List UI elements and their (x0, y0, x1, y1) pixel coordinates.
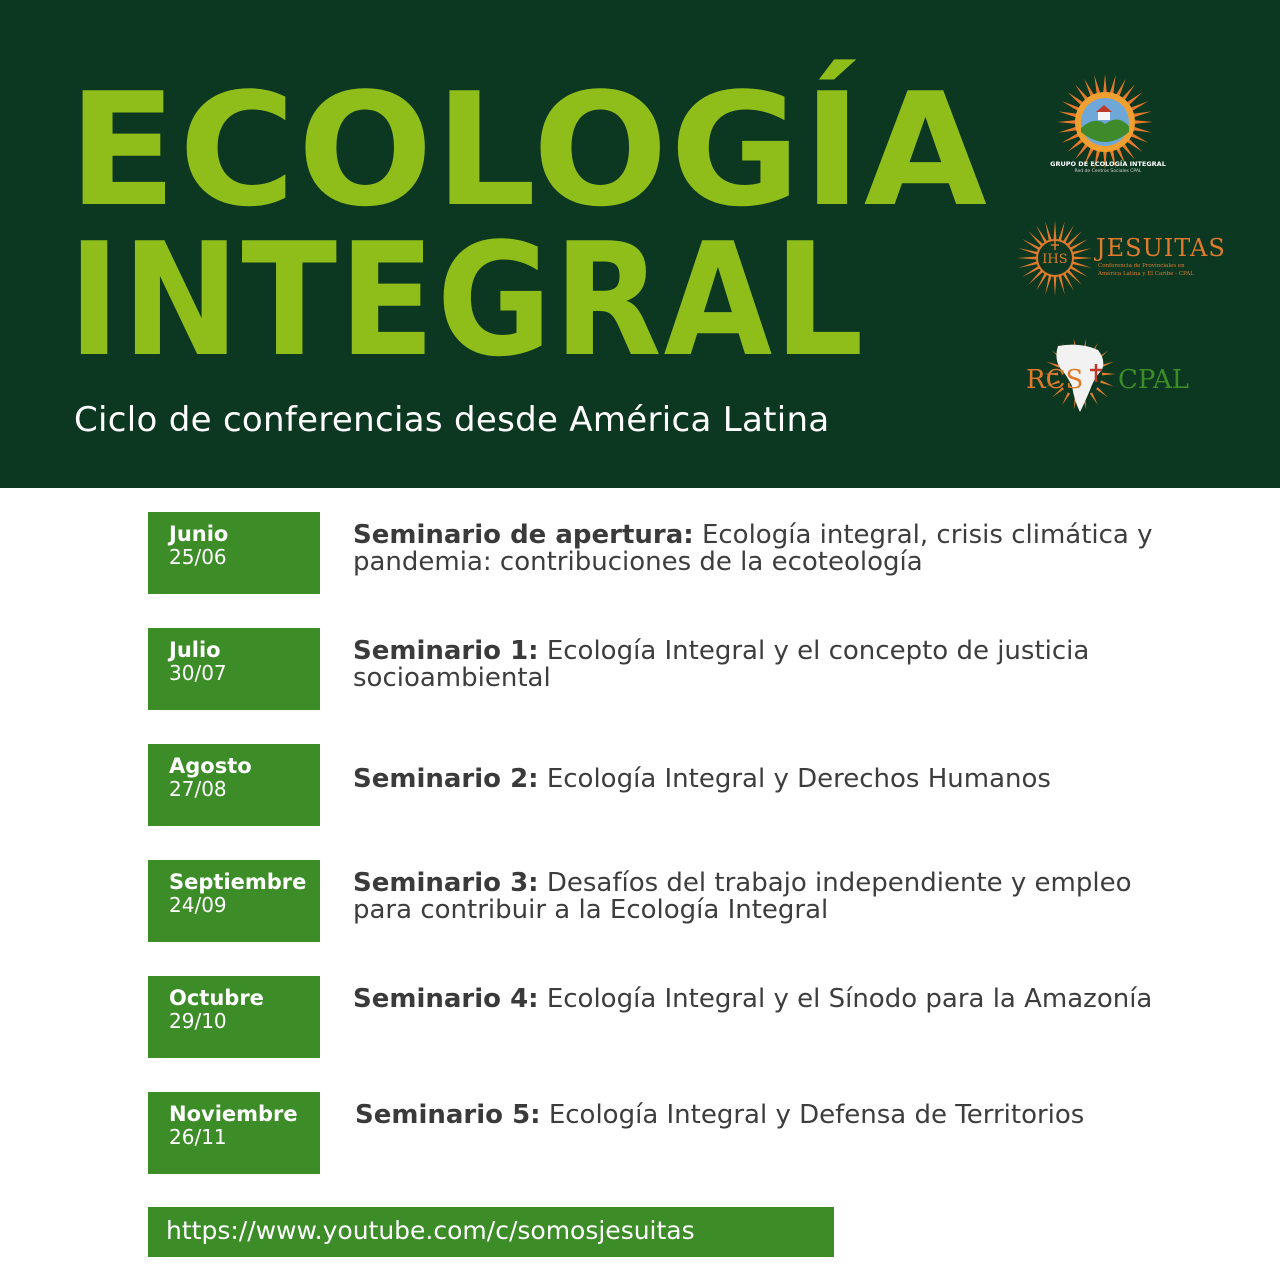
seminar-month: Octubre (169, 986, 264, 1010)
date-box (148, 976, 320, 1058)
youtube-link[interactable]: https://www.youtube.com/c/somosjesuitas (148, 1207, 834, 1257)
seminar-title: Seminario de apertura: (353, 520, 694, 550)
sun-ray-shape (1103, 74, 1107, 94)
seminar-title: Seminario 1: (353, 636, 539, 666)
cpal-text: CPAL (1118, 365, 1190, 395)
seminar-day: 25/06 (169, 545, 227, 569)
seminar-topic: Ecología Integral y el concepto de justicia socioambiental (353, 636, 1090, 693)
seminar-row (148, 512, 1248, 594)
title-line-2: INTEGRAL (68, 209, 866, 391)
seminar-description (353, 870, 1193, 924)
seminar-row (148, 744, 1248, 826)
seminar-title: Seminario 4: (353, 984, 539, 1014)
seminar-row (148, 976, 1248, 1058)
sun-ray-shape (1090, 392, 1098, 405)
seminar-month: Agosto (169, 754, 252, 778)
seminar-topic: Ecología Integral y Derechos Humanos (538, 764, 1051, 794)
sun-ray-shape (1132, 111, 1152, 117)
jesuitas-subtext-line-2: América Latina y El Caribe - CPAL (1098, 271, 1194, 277)
seminar-topic: Ecología Integral y Defensa de Territorios (540, 1100, 1085, 1130)
rcs-text: RCS (1026, 365, 1084, 395)
sun-ray-shape (1132, 126, 1152, 132)
jesuitas-wordmark: JESUITAS (1096, 234, 1226, 262)
seminar-description (355, 1102, 1195, 1129)
sun-ray-shape (1018, 261, 1038, 268)
seminar-month: Septiembre (169, 870, 307, 894)
jesuitas-subtext-line-1: Conferencia de Provinciales en (1098, 263, 1185, 269)
sun-ray-shape (1054, 276, 1057, 296)
seminar-title: Seminario 5: (355, 1100, 541, 1130)
sun-ray-shape (1072, 261, 1092, 268)
seminar-description (353, 522, 1193, 576)
title-line-1: ECOLOGÍA (68, 59, 990, 241)
seminar-topic: Ecología Integral y el Sínodo para la Amazonía (538, 984, 1153, 1014)
seminar-description (353, 986, 1193, 1013)
jesuitas-subtext (1098, 262, 1208, 278)
seminar-row (148, 1092, 1248, 1174)
seminar-topic: Ecología integral, crisis climática y pandemia: contribuciones de la ecoteología (353, 520, 1153, 577)
sun-ray-shape (1054, 220, 1057, 240)
date-box (148, 744, 320, 826)
sun-ray-shape (1058, 111, 1078, 117)
sun-ray-shape (1045, 275, 1052, 295)
sun-ray-shape (1102, 373, 1116, 376)
seminar-day: 26/11 (169, 1125, 227, 1149)
jesuitas-seal-text: IHS (1042, 252, 1068, 267)
seminar-description (353, 638, 1193, 692)
sun-ray-shape (1073, 257, 1093, 260)
sun-ray-shape (1094, 75, 1100, 95)
seminar-row (148, 628, 1248, 710)
date-box (148, 860, 320, 942)
sun-ray-shape (1057, 120, 1077, 124)
seminar-day: 29/10 (169, 1009, 227, 1033)
seminar-month: Noviembre (169, 1102, 298, 1126)
sun-ray-shape (1100, 380, 1114, 386)
seminar-description (353, 766, 1193, 793)
seminar-topic: Desafíos del trabajo independiente y empleo para contribuir a la Ecología Integral (353, 868, 1132, 925)
date-box (148, 512, 320, 594)
sun-ray-shape (1017, 257, 1037, 260)
seminar-month: Julio (169, 638, 221, 662)
gei-logo-subcaption: Red de Centros Sociales CPAL (1074, 169, 1142, 174)
sun-ray-shape (1058, 275, 1065, 295)
sun-ray-shape (1058, 221, 1065, 241)
sun-ray-shape (1058, 126, 1078, 132)
date-box (148, 628, 320, 710)
seminar-month: Junio (169, 522, 229, 546)
gei-logo-caption: GRUPO DE ECOLOGÍA INTEGRAL (1050, 160, 1166, 168)
sun-ray-shape (1096, 387, 1108, 397)
rcs-cpal-logo (1020, 338, 1195, 418)
seminar-day: 30/07 (169, 661, 227, 685)
sun-ray-shape (1072, 248, 1092, 255)
seminar-day: 27/08 (169, 777, 227, 801)
header-banner (0, 0, 1280, 488)
sun-ray-shape (1018, 248, 1038, 255)
jesuitas-seal-icon (1015, 218, 1095, 298)
seminar-title: Seminario 3: (353, 868, 539, 898)
sun-ray-shape (1045, 221, 1052, 241)
date-box (148, 1092, 320, 1174)
seminar-day: 24/09 (169, 893, 227, 917)
sun-ray-shape (1133, 120, 1153, 124)
seminar-title: Seminario 2: (353, 764, 539, 794)
sun-ray-shape (1109, 75, 1115, 95)
subtitle: Ciclo de conferencias desde América Latina (74, 400, 830, 440)
seminar-row (148, 860, 1248, 942)
